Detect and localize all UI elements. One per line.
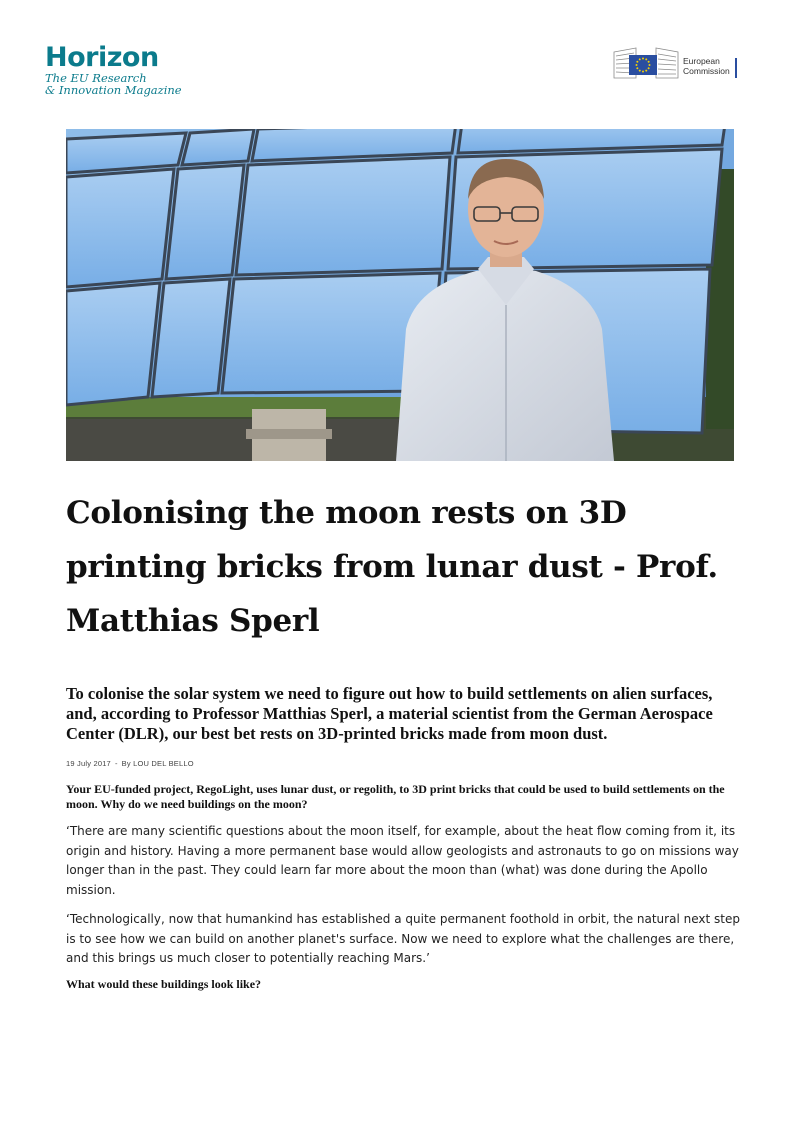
eu-flag-star-icon — [642, 58, 644, 60]
tagline-line-2: & Innovation Magazine — [45, 83, 182, 97]
ec-building-flag-icon — [612, 44, 682, 80]
meta-separator: - — [114, 759, 118, 768]
answer-paragraph-2: ‘Technologically, now that humankind has established a quite permanent foothold in orbit, the natural next step is to see how we can build on another planet's surface. Now we need to explore what the challenges are there, and this brings us much closer to potentially reaching Mars.’ — [66, 912, 740, 965]
eu-flag-star-icon — [645, 70, 647, 72]
article-lead: To colonise the solar system we need to figure out how to build settlements on alien surfaces, and, according to Professor Matthias Sperl, a material scientist from the German Aerospace Center (DLR), our best bet rests on 3D-printed bricks made from moon dust. — [66, 684, 713, 743]
eu-flag-star-icon — [636, 61, 638, 63]
eu-flag-star-icon — [639, 70, 641, 72]
byline: By LOU DEL BELLO — [121, 759, 194, 768]
eu-flag-star-icon — [642, 71, 644, 73]
eu-flag-star-icon — [639, 58, 641, 60]
ec-line-2: Commission — [683, 66, 730, 76]
ec-accent-bar — [735, 58, 737, 78]
european-commission-logo[interactable] — [612, 44, 742, 80]
article-meta — [66, 759, 194, 768]
eu-flag-star-icon — [649, 64, 651, 66]
tagline-line-1: The EU Research — [45, 71, 147, 85]
eu-flag-star-icon — [648, 67, 650, 69]
solar-mirror-portrait-icon — [66, 129, 734, 461]
interview-question-2: What would these buildings look like? — [66, 977, 262, 991]
eu-flag-star-icon — [636, 67, 638, 69]
answer-paragraph-1: ‘There are many scientific questions about the moon itself, for example, about the heat flow coming from it, its origin and history. Having a more permanent base would allow geologists and astronauts to go on missions way longer than in the past. They could learn far more about the moon than (what) was done during the Apollo mission. — [66, 824, 739, 897]
ec-line-1: European — [683, 56, 720, 66]
brand-name: Horizon — [45, 42, 159, 73]
article-title: Colonising the moon rests on 3D printing bricks from lunar dust - Prof. Matthias Sperl — [66, 495, 718, 639]
eu-flag-star-icon — [645, 58, 647, 60]
interview-question-1: Your EU-funded project, RegoLight, uses lunar dust, or regolith, to 3D print bricks that could be used to build settlements on the moon. Why do we need buildings on the moon? — [66, 782, 725, 811]
ec-wordmark — [683, 56, 730, 76]
eu-flag-star-icon — [648, 61, 650, 63]
publish-date: 19 July 2017 — [66, 759, 111, 768]
eu-flag-star-icon — [636, 64, 638, 66]
horizon-logo[interactable] — [45, 44, 182, 96]
hero-image — [66, 129, 734, 461]
